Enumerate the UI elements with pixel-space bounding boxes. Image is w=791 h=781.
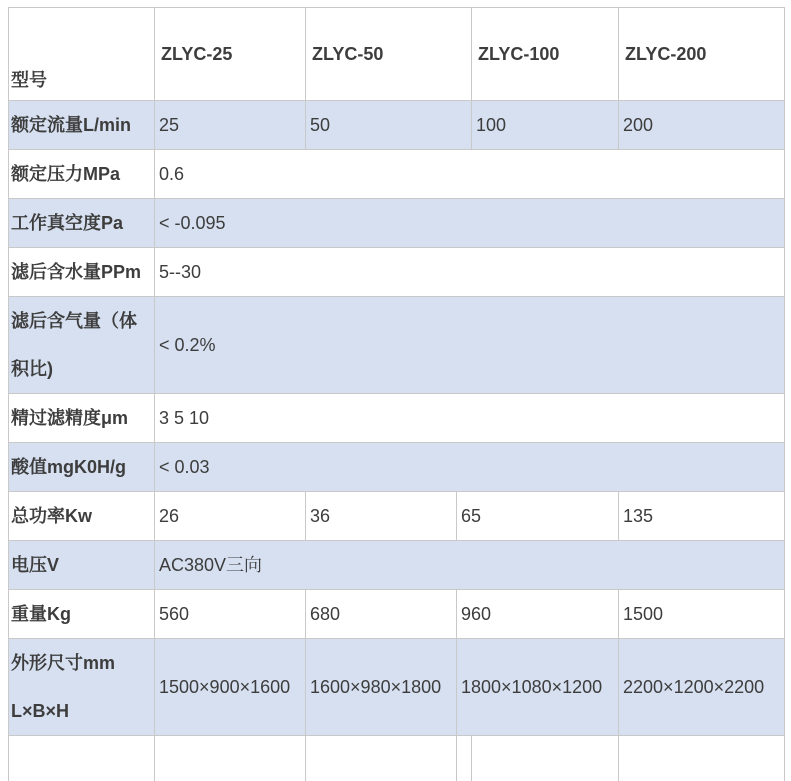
total-power-zlyc-25: 26 xyxy=(155,492,306,541)
empty-cell xyxy=(9,736,155,781)
row-filtration-precision xyxy=(9,394,785,443)
total-power-zlyc-50: 36 xyxy=(306,492,457,541)
empty-cell xyxy=(472,736,619,781)
row-rated-pressure xyxy=(9,150,785,199)
column-header-zlyc-25: ZLYC-25 xyxy=(155,8,306,101)
dimensions-label-line1: 外形尺寸mm xyxy=(11,653,116,673)
weight-zlyc-200: 1500 xyxy=(619,590,785,639)
rated-flow-zlyc-200: 200 xyxy=(619,101,785,150)
filtration-precision-value: 3 5 10 xyxy=(155,394,785,443)
page xyxy=(0,7,791,781)
spec-table xyxy=(8,7,785,781)
rated-pressure-value: 0.6 xyxy=(155,150,785,199)
row-water-content xyxy=(9,248,785,297)
column-header-zlyc-100: ZLYC-100 xyxy=(472,8,619,101)
filtration-precision-label: 精过滤精度μm xyxy=(9,394,155,443)
total-power-zlyc-200: 135 xyxy=(619,492,785,541)
empty-cell xyxy=(619,736,785,781)
rated-flow-label: 额定流量L/min xyxy=(9,101,155,150)
acid-value-value: < 0.03 xyxy=(155,443,785,492)
dimensions-zlyc-200: 2200×1200×2200 xyxy=(619,639,785,736)
empty-row xyxy=(9,736,785,781)
column-header-zlyc-50: ZLYC-50 xyxy=(306,8,472,101)
rated-flow-zlyc-50: 50 xyxy=(306,101,472,150)
model-label: 型号 xyxy=(9,8,155,101)
gas-content-label: 滤后含气量（体积比) xyxy=(9,297,155,394)
row-weight xyxy=(9,590,785,639)
empty-cell xyxy=(457,736,472,781)
dimensions-label xyxy=(9,639,155,736)
row-working-vacuum xyxy=(9,199,785,248)
total-power-label: 总功率Kw xyxy=(9,492,155,541)
weight-zlyc-50: 680 xyxy=(306,590,457,639)
dimensions-zlyc-100: 1800×1080×1200 xyxy=(457,639,619,736)
row-acid-value xyxy=(9,443,785,492)
dimensions-zlyc-25: 1500×900×1600 xyxy=(155,639,306,736)
row-voltage xyxy=(9,541,785,590)
column-header-zlyc-200: ZLYC-200 xyxy=(619,8,785,101)
water-content-value: 5--30 xyxy=(155,248,785,297)
rated-flow-zlyc-100: 100 xyxy=(472,101,619,150)
empty-cell xyxy=(155,736,306,781)
rated-pressure-label: 额定压力MPa xyxy=(9,150,155,199)
row-total-power xyxy=(9,492,785,541)
row-gas-content xyxy=(9,297,785,394)
row-dimensions xyxy=(9,639,785,736)
voltage-label: 电压V xyxy=(9,541,155,590)
working-vacuum-value: < -0.095 xyxy=(155,199,785,248)
dimensions-zlyc-50: 1600×980×1800 xyxy=(306,639,457,736)
dimensions-label-line2: L×B×H xyxy=(11,701,70,721)
total-power-zlyc-100: 65 xyxy=(457,492,619,541)
acid-value-label: 酸值mgK0H/g xyxy=(9,443,155,492)
header-row xyxy=(9,8,785,101)
voltage-value: AC380V三向 xyxy=(155,541,785,590)
weight-zlyc-25: 560 xyxy=(155,590,306,639)
empty-cell xyxy=(306,736,457,781)
working-vacuum-label: 工作真空度Pa xyxy=(9,199,155,248)
water-content-label: 滤后含水量PPm xyxy=(9,248,155,297)
rated-flow-zlyc-25: 25 xyxy=(155,101,306,150)
weight-label: 重量Kg xyxy=(9,590,155,639)
gas-content-value: < 0.2% xyxy=(155,297,785,394)
weight-zlyc-100: 960 xyxy=(457,590,619,639)
row-rated-flow xyxy=(9,101,785,150)
